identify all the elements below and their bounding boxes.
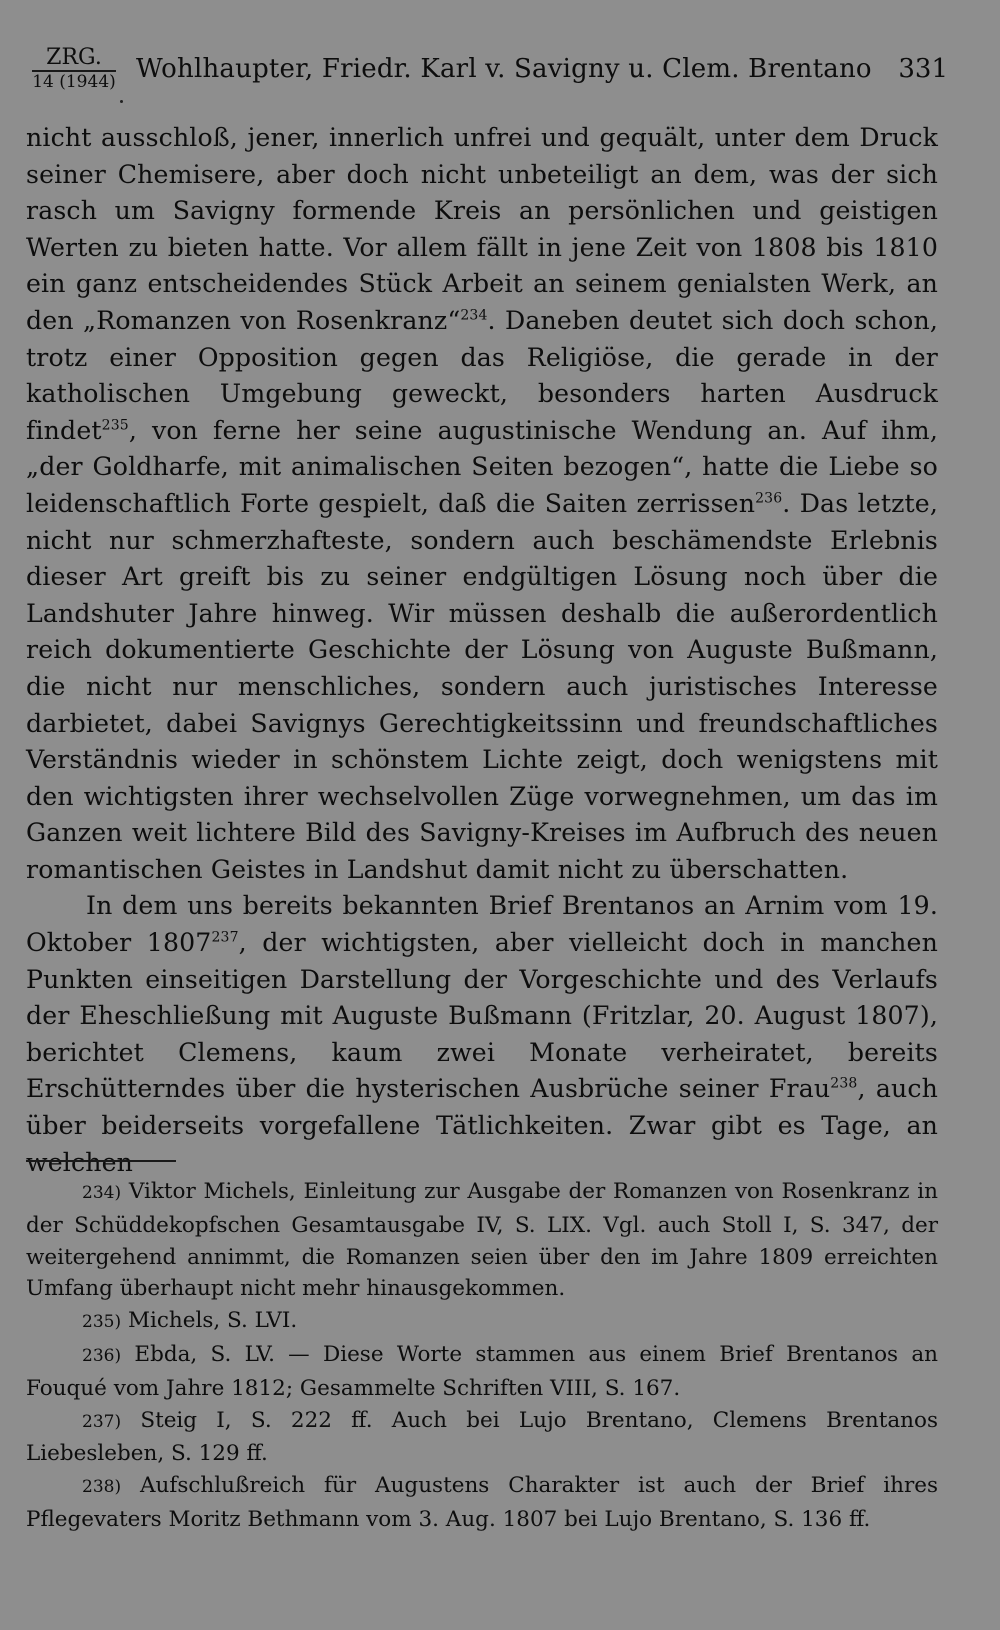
footnote-text: Steig I, S. 222 ff. Auch bei Lujo Brentano, Clemens Brentanos Liebesleben, S. 129 ff. <box>26 1407 939 1467</box>
paragraph-2-part-a: In dem uns bereits bekannten Brief Brentanos an Arnim vom 19. Oktober 1807 <box>26 891 938 958</box>
footnote-ref-236[interactable]: 236 <box>755 490 783 507</box>
page-number: 331 <box>898 54 948 84</box>
footnote-236 <box>26 1339 938 1405</box>
header-dot <box>120 100 123 103</box>
footnote-text: Michels, S. LVI. <box>127 1308 298 1334</box>
footnote-ref-238[interactable]: 238 <box>830 1076 858 1093</box>
footnote-text: Viktor Michels, Einleitung zur Ausgabe der Romanzen von Rosenkranz in der Schüddekopfschen Gesamtausgabe IV, S. LIX. Vgl. auch Stoll I, S. 347, der weitergehend annimmt, die Romanzen seien über den im Jahre 1809 erreichten Umfang überhaupt nicht mehr hinausgekommen. <box>26 1179 938 1302</box>
paragraph-2 <box>26 888 938 1181</box>
paragraph-1-part-b: . Daneben deutet sich doch schon, trotz einer Opposition gegen das Religiöse, die gerade in der katholischen Umgebung geweckt, besonders harten Ausdruck findet <box>26 305 938 445</box>
paragraph-1-part-a: nicht ausschloß, jener, innerlich unfrei und gequält, unter dem Druck seiner Chemisere, aber doch nicht unbeteiligt an dem, was der sich rasch um Savigny formende Kreis an persönlichen und geistigen Werten zu bieten hatte. Vor allem fällt in jene Zeit von 1808 bis 1810 ein ganz entscheidendes Stück Arbeit an seinem genialsten Werk, an den „Romanzen von Rosenkranz“ <box>26 123 938 335</box>
footnote-mark: 234) <box>82 1183 122 1203</box>
footnote-ref-235[interactable]: 235 <box>101 417 129 434</box>
footnote-mark: 236) <box>82 1345 122 1366</box>
page-header <box>26 46 948 96</box>
journal-volume: 14 (1944) <box>32 72 116 92</box>
footnote-238 <box>26 1470 938 1536</box>
paragraph-1 <box>26 120 938 888</box>
footnote-mark: 238) <box>82 1477 122 1498</box>
footnote-divider <box>26 1160 176 1162</box>
footnote-237 <box>26 1405 938 1471</box>
journal-reference <box>32 46 116 92</box>
footnote-mark: 237) <box>82 1411 122 1432</box>
footnote-ref-234[interactable]: 234 <box>460 307 488 324</box>
footnote-ref-237[interactable]: 237 <box>211 929 239 946</box>
footnote-text: Ebda, S. LV. — Diese Worte stammen aus einem Brief Brentanos an Fouqué vom Jahre 1812; Gesammelte Schriften VIII, S. 167. <box>26 1341 938 1401</box>
journal-abbreviation: ZRG. <box>32 46 116 72</box>
footnote-text: Aufschlußreich für Augustens Charakter ist auch der Brief ihres Pflegevaters Moritz Bethmann vom 3. Aug. 1807 bei Lujo Brentano, S. 136 ff. <box>26 1473 938 1532</box>
footnote-mark: 235) <box>82 1312 122 1333</box>
running-title: Wohlhaupter, Friedr. Karl v. Savigny u. Clem. Brentano <box>136 54 872 84</box>
paragraph-2-part-c: , auch über beiderseits vorgefallene Tätlichkeiten. Zwar gibt es Tage, an welchen <box>26 1074 938 1177</box>
footnote-234 <box>26 1176 938 1305</box>
paragraph-2-part-b: , der wichtigsten, aber vielleicht doch in manchen Punkten einseitigen Darstellung der Vorgeschichte und des Verlaufs der Eheschließung mit Auguste Bußmann (Fritzlar, 20. August 1807), berichtet Clemens, kaum zwei Monate verheiratet, bereits Erschütterndes über die hysterischen Ausbrüche seiner Frau <box>26 928 938 1104</box>
main-text <box>26 120 938 1181</box>
paragraph-1-part-d: . Das letzte, nicht nur schmerzhafteste, sondern auch beschämendste Erlebnis dieser Art greift bis zu seiner endgültigen Lösung noch über die Landshuter Jahre hinweg. Wir müssen deshalb die außerordentlich reich dokumentierte Geschichte der Lösung von Auguste Bußmann, die nicht nur menschliches, sondern auch juristisches Interesse darbietet, dabei Savignys Gerechtigkeitssinn und freundschaftliches Verständnis wieder in schönstem Lichte zeigt, doch wenigstens mit den wichtigsten ihrer wechselvollen Züge vorwegnehmen, um das im Ganzen weit lichtere Bild des Savigny-Kreises im Aufbruch des neuen romantischen Geistes in Landshut damit nicht zu überschatten. <box>26 488 939 884</box>
footnote-235 <box>26 1305 938 1339</box>
paragraph-1-part-c: , von ferne her seine augustinische Wendung an. Auf ihm, „der Goldharfe, mit animalischen Seiten bezogen“, hatte die Liebe so leidenschaftlich Forte gespielt, daß die Saiten zerrissen <box>26 415 938 518</box>
footnotes <box>26 1176 938 1536</box>
